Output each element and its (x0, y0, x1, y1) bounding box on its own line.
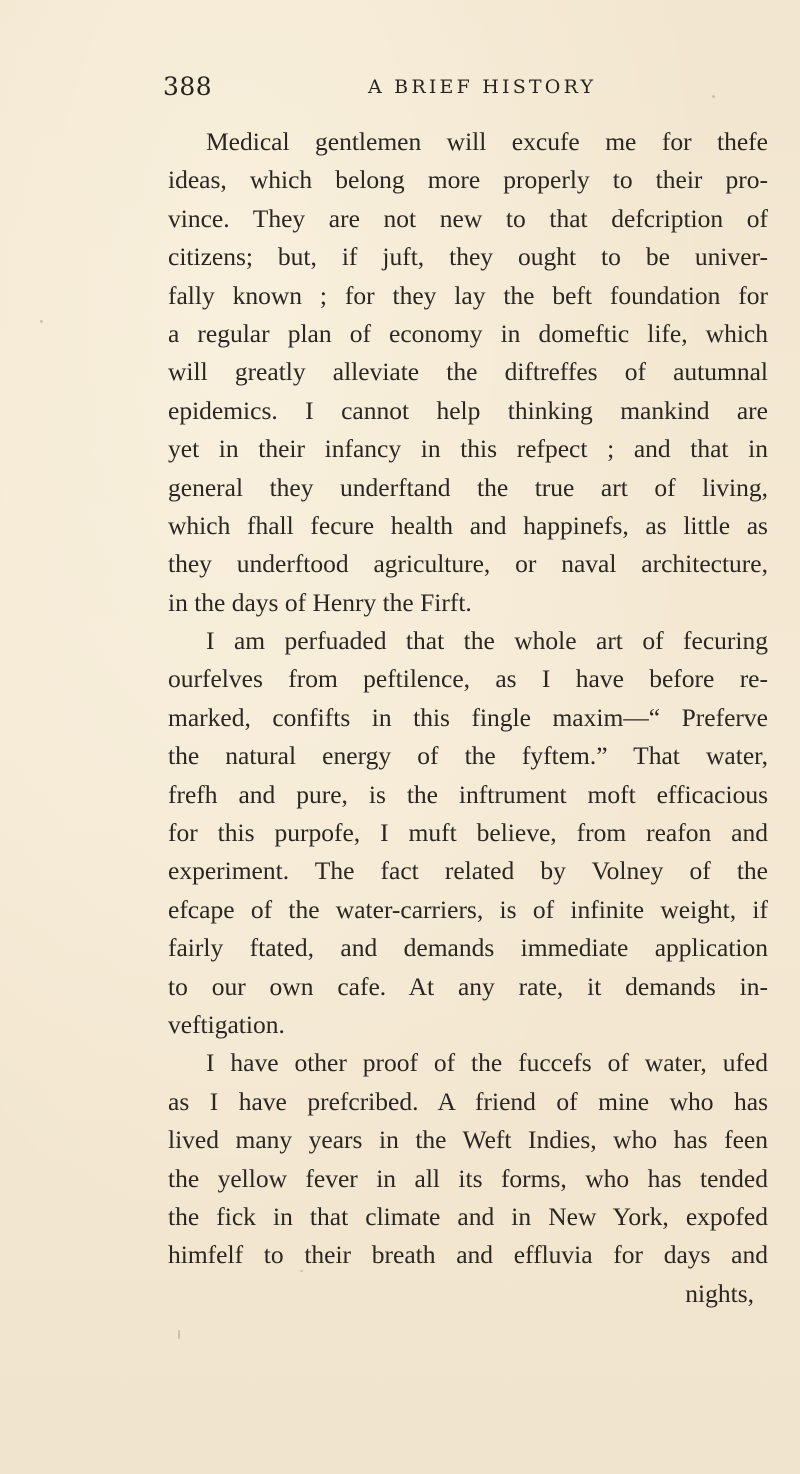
text-line: I have other proof of the fuccefs of water, ufed (206, 1048, 768, 1078)
text-line: for this purpofe, I muft believe, from reafon and (168, 818, 768, 848)
text-line: veftigation. (168, 1009, 285, 1039)
text-line: general they underftand the true art of living, (168, 472, 768, 502)
text-line: I am perfuaded that the whole art of fecuring (206, 626, 768, 656)
catchword: nights, (685, 1278, 754, 1308)
text-line: vince. They are not new to that defcription of (168, 203, 768, 233)
text-line: the yellow fever in all its forms, who has tended (168, 1163, 768, 1193)
body-text (168, 123, 768, 1313)
text-line: ideas, which belong more properly to their pro- (168, 165, 768, 195)
text-line: the natural energy of the fyftem.” That water, (168, 741, 768, 771)
text-line: efcape of the water-carriers, is of infinite weight, if (168, 894, 768, 924)
text-line: lived many years in the Weft Indies, who has feen (168, 1125, 768, 1155)
text-line: fairly ftated, and demands immediate application (168, 933, 768, 963)
text-line: to our own cafe. At any rate, it demands in- (168, 971, 768, 1001)
text-line: a regular plan of economy in domeftic life, which (168, 318, 768, 348)
text-line: which fhall fecure health and happinefs, as little as (168, 510, 768, 540)
page-number: 388 (163, 72, 213, 101)
text-line: frefh and pure, is the inftrument moft efficacious (168, 779, 768, 809)
text-line: marked, confifts in this fingle maxim—“ Preferve (168, 702, 768, 732)
paper-speck (40, 320, 43, 323)
text-line: citizens; but, if juft, they ought to be univer- (168, 242, 768, 272)
text-line: the fick in that climate and in New York, expofed (168, 1201, 768, 1231)
text-line: experiment. The fact related by Volney of the (168, 856, 768, 886)
paper-speck (178, 1330, 180, 1339)
text-line: Medical gentlemen will excufe me for thefe (206, 127, 768, 156)
paper-speck (300, 1270, 303, 1272)
text-line: fally known ; for they lay the beft foundation for (168, 280, 768, 310)
text-line: yet in their infancy in this refpect ; and that in (168, 434, 768, 464)
text-line: himfelf to their breath and effluvia for days and (168, 1240, 768, 1270)
text-line: as I have prefcribed. A friend of mine who has (168, 1086, 768, 1116)
text-line: ourfelves from peftilence, as I have before re- (168, 664, 768, 694)
running-head (163, 72, 633, 108)
text-line: in the days of Henry the Firft. (168, 587, 472, 617)
text-line: will greatly alleviate the diftreffes of autumnal (168, 357, 768, 387)
paper-speck (712, 95, 715, 98)
text-line: they underftood agriculture, or naval architecture, (168, 549, 768, 579)
text-line: epidemics. I cannot help thinking mankind are (168, 395, 768, 425)
running-head-title: A BRIEF HISTORY (368, 76, 597, 98)
